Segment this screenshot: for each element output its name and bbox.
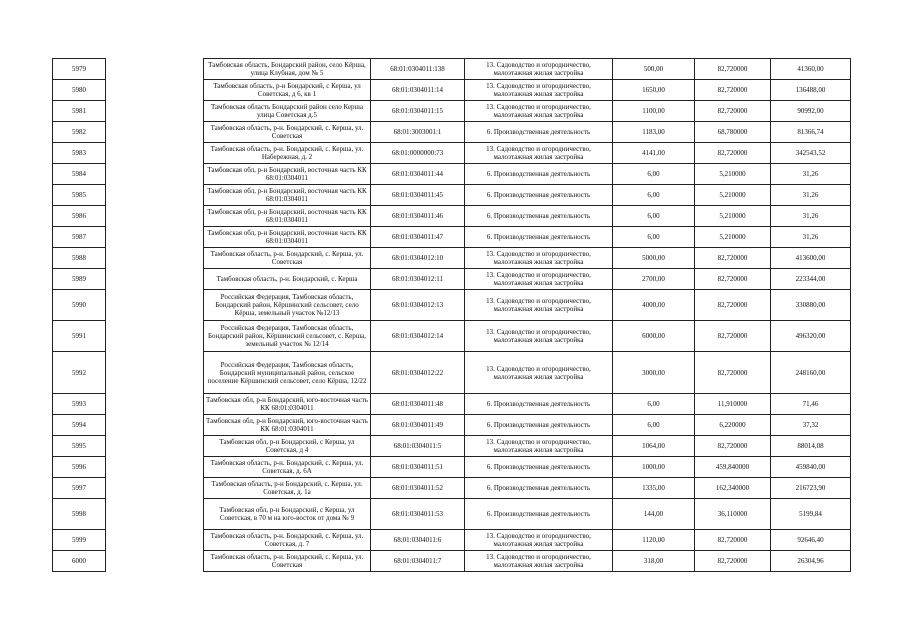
table-row — [53, 206, 851, 227]
table-row — [53, 227, 851, 248]
cadastral-value-cell: 5199,84 — [771, 499, 851, 530]
specific-value-cell: 82,720000 — [695, 269, 771, 290]
row-number: 5980 — [53, 80, 106, 101]
address-cell: Тамбовская обл, р-н Бондарский, с Керша, ул Советская, д 4 — [204, 436, 371, 457]
cadastral-number-cell: 68:01:0304011:53 — [371, 499, 465, 530]
empty-cell — [106, 80, 204, 101]
area-cell: 500,00 — [613, 59, 695, 80]
cadastral-number-cell: 68:01:0304011:14 — [371, 80, 465, 101]
cadastral-value-cell: 31,26 — [771, 185, 851, 206]
address-cell: Тамбовская область, р-н. Бондарский, с. Керша — [204, 269, 371, 290]
row-number: 5991 — [53, 321, 106, 352]
cadastral-number-cell: 68:01:0304012:22 — [371, 352, 465, 394]
address-cell: Тамбовская обл, р-н Бондарский, восточная часть КК 68:01:0304011 — [204, 206, 371, 227]
cadastral-number-cell: 68:01:0304012:14 — [371, 321, 465, 352]
row-number: 5988 — [53, 248, 106, 269]
cadastral-number-cell: 68:01:0304011:44 — [371, 164, 465, 185]
cadastral-number-cell: 68:01:0304011:48 — [371, 394, 465, 415]
cadastral-number-cell: 68:01:0000000:73 — [371, 143, 465, 164]
row-number: 5986 — [53, 206, 106, 227]
empty-cell — [106, 290, 204, 321]
specific-value-cell: 82,720000 — [695, 143, 771, 164]
empty-cell — [106, 394, 204, 415]
empty-cell — [106, 185, 204, 206]
area-cell: 318,00 — [613, 551, 695, 572]
table-row — [53, 457, 851, 478]
land-use-cell: 6. Производственная деятельность — [465, 185, 613, 206]
table-row — [53, 530, 851, 551]
address-cell: Тамбовская обл, р-н Бондарский, восточная часть КК 68:01:0304011 — [204, 185, 371, 206]
cadastral-value-cell: 31,26 — [771, 227, 851, 248]
area-cell: 4000,00 — [613, 290, 695, 321]
cadastral-number-cell: 68:01:0304012:13 — [371, 290, 465, 321]
cadastral-number-cell: 68:01:0304011:5 — [371, 436, 465, 457]
row-number: 5983 — [53, 143, 106, 164]
cadastral-number-cell: 68:01:0304012:11 — [371, 269, 465, 290]
row-number: 5999 — [53, 530, 106, 551]
land-use-cell: 13. Садоводство и огородничество, малоэтажная жилая застройка — [465, 530, 613, 551]
empty-cell — [106, 415, 204, 436]
table-row — [53, 499, 851, 530]
row-number: 5990 — [53, 290, 106, 321]
empty-cell — [106, 551, 204, 572]
address-cell: Тамбовская обл, р-н Бондарский, юго-восточная часть КК 68:01:0304011 — [204, 415, 371, 436]
row-number: 5979 — [53, 59, 106, 80]
empty-cell — [106, 101, 204, 122]
row-number: 5997 — [53, 478, 106, 499]
area-cell: 6,00 — [613, 227, 695, 248]
specific-value-cell: 82,720000 — [695, 101, 771, 122]
land-use-cell: 13. Садоводство и огородничество, малоэтажная жилая застройка — [465, 436, 613, 457]
land-use-cell: 13. Садоводство и огородничество, малоэтажная жилая застройка — [465, 248, 613, 269]
empty-cell — [106, 321, 204, 352]
land-use-cell: 13. Садоводство и огородничество, малоэтажная жилая застройка — [465, 352, 613, 394]
address-cell: Тамбовская обл, р-н Бондарский, юго-восточная часть КК 68:01:0304011 — [204, 394, 371, 415]
cadastral-value-cell: 31,26 — [771, 164, 851, 185]
table-row — [53, 80, 851, 101]
land-use-cell: 6. Производственная деятельность — [465, 499, 613, 530]
table-row — [53, 59, 851, 80]
table-row — [53, 478, 851, 499]
row-number: 5992 — [53, 352, 106, 394]
cadastral-number-cell: 68:01:3003001:1 — [371, 122, 465, 143]
land-use-cell: 13. Садоводство и огородничество, малоэтажная жилая застройка — [465, 80, 613, 101]
empty-cell — [106, 248, 204, 269]
specific-value-cell: 5,210000 — [695, 227, 771, 248]
empty-cell — [106, 269, 204, 290]
specific-value-cell: 82,720000 — [695, 80, 771, 101]
area-cell: 1120,00 — [613, 530, 695, 551]
area-cell: 6,00 — [613, 394, 695, 415]
land-use-cell: 13. Садоводство и огородничество, малоэтажная жилая застройка — [465, 290, 613, 321]
cadastral-number-cell: 68:01:0304011:45 — [371, 185, 465, 206]
cadastral-value-cell: 37,32 — [771, 415, 851, 436]
table-row — [53, 269, 851, 290]
table-row — [53, 185, 851, 206]
area-cell: 1100,00 — [613, 101, 695, 122]
cadastral-number-cell: 68:01:0304012:10 — [371, 248, 465, 269]
address-cell: Тамбовская область, р-н Бондарский, с Керша, ул Советская, д 6, кв 1 — [204, 80, 371, 101]
cadastral-number-cell: 68:01:0304011:7 — [371, 551, 465, 572]
empty-cell — [106, 227, 204, 248]
cadastral-number-cell: 68:01:0304011:6 — [371, 530, 465, 551]
address-cell: Тамбовская область, р-н. Бондарский, с. Керша, ул. Набережная, д. 2 — [204, 143, 371, 164]
cadastral-value-cell: 248160,00 — [771, 352, 851, 394]
table-row — [53, 248, 851, 269]
area-cell: 1000,00 — [613, 457, 695, 478]
area-cell: 6,00 — [613, 185, 695, 206]
table-row — [53, 122, 851, 143]
row-number: 5985 — [53, 185, 106, 206]
land-use-cell: 6. Производственная деятельность — [465, 206, 613, 227]
land-use-cell: 6. Производственная деятельность — [465, 478, 613, 499]
table-row — [53, 290, 851, 321]
area-cell: 1335,00 — [613, 478, 695, 499]
row-number: 5989 — [53, 269, 106, 290]
area-cell: 4141,00 — [613, 143, 695, 164]
table-row — [53, 164, 851, 185]
empty-cell — [106, 143, 204, 164]
address-cell: Тамбовская область, р-н. Бондарский, с. Керша, ул. Советская — [204, 248, 371, 269]
row-number: 5993 — [53, 394, 106, 415]
address-cell: Тамбовская область, р-н. Бондарский, с. Керша, ул. Советская, д. 6А — [204, 457, 371, 478]
cadastral-value-cell: 88014,08 — [771, 436, 851, 457]
area-cell: 6,00 — [613, 415, 695, 436]
row-number: 5987 — [53, 227, 106, 248]
cadastral-value-cell: 26304,96 — [771, 551, 851, 572]
address-cell: Российская Федерация, Тамбовская область, Бондарский район, Кёршинский сельсовет, с. Керша, земельный участок № 12/14 — [204, 321, 371, 352]
cadastral-value-cell: 496320,00 — [771, 321, 851, 352]
specific-value-cell: 82,720000 — [695, 436, 771, 457]
specific-value-cell: 6,220000 — [695, 415, 771, 436]
cadastral-value-cell: 136488,00 — [771, 80, 851, 101]
table-row — [53, 321, 851, 352]
cadastral-value-cell: 90992,00 — [771, 101, 851, 122]
table-row — [53, 352, 851, 394]
land-use-cell: 6. Производственная деятельность — [465, 164, 613, 185]
area-cell: 6,00 — [613, 206, 695, 227]
table-body — [53, 59, 851, 572]
empty-cell — [106, 206, 204, 227]
row-number: 5995 — [53, 436, 106, 457]
area-cell: 5000,00 — [613, 248, 695, 269]
specific-value-cell: 5,210000 — [695, 185, 771, 206]
specific-value-cell: 82,720000 — [695, 248, 771, 269]
specific-value-cell: 36,110000 — [695, 499, 771, 530]
empty-cell — [106, 164, 204, 185]
empty-cell — [106, 457, 204, 478]
empty-cell — [106, 352, 204, 394]
cadastral-number-cell: 68:01:0304011:47 — [371, 227, 465, 248]
empty-cell — [106, 122, 204, 143]
specific-value-cell: 82,720000 — [695, 530, 771, 551]
row-number: 5984 — [53, 164, 106, 185]
row-number: 5982 — [53, 122, 106, 143]
cadastral-value-cell: 459840,00 — [771, 457, 851, 478]
land-use-cell: 6. Производственная деятельность — [465, 415, 613, 436]
cadastral-number-cell: 68:01:0304011:138 — [371, 59, 465, 80]
cadastral-value-cell: 330880,00 — [771, 290, 851, 321]
cadastral-value-cell: 71,46 — [771, 394, 851, 415]
address-cell: Тамбовская область Бондарский район село Керша улица Советская д.5 — [204, 101, 371, 122]
area-cell: 1064,00 — [613, 436, 695, 457]
cadastral-value-cell: 342543,52 — [771, 143, 851, 164]
cadastral-number-cell: 68:01:0304011:51 — [371, 457, 465, 478]
specific-value-cell: 82,720000 — [695, 352, 771, 394]
land-use-cell: 13. Садоводство и огородничество, малоэтажная жилая застройка — [465, 101, 613, 122]
table-row — [53, 101, 851, 122]
land-use-cell: 13. Садоводство и огородничество, малоэтажная жилая застройка — [465, 269, 613, 290]
area-cell: 6,00 — [613, 164, 695, 185]
table-row — [53, 415, 851, 436]
address-cell: Тамбовская область, р-н. Бондарский, с. Керша, ул. Советская — [204, 122, 371, 143]
table-row — [53, 551, 851, 572]
land-use-cell: 13. Садоводство и огородничество, малоэтажная жилая застройка — [465, 321, 613, 352]
address-cell: Российская Федерация, Тамбовская область, Бондарский муниципальный район, сельское поселение Кёршинский сельсовет, село Кёрша, 12/22 — [204, 352, 371, 394]
specific-value-cell: 82,720000 — [695, 551, 771, 572]
address-cell: Тамбовская область, Бондарский район, село Кёрша, улица Клубная, дом № 5 — [204, 59, 371, 80]
cadastral-value-cell: 216723,90 — [771, 478, 851, 499]
row-number: 5996 — [53, 457, 106, 478]
row-number: 6000 — [53, 551, 106, 572]
cadastral-number-cell: 68:01:0304011:15 — [371, 101, 465, 122]
empty-cell — [106, 436, 204, 457]
land-use-cell: 13. Садоводство и огородничество, малоэтажная жилая застройка — [465, 59, 613, 80]
address-cell: Российская Федерация, Тамбовская область, Бондарский район, Кёршинский сельсовет, село Кёрша, земельный участок №12/13 — [204, 290, 371, 321]
cadastral-value-table — [52, 58, 851, 572]
specific-value-cell: 459,840000 — [695, 457, 771, 478]
cadastral-value-cell: 81366,74 — [771, 122, 851, 143]
land-use-cell: 6. Производственная деятельность — [465, 227, 613, 248]
cadastral-number-cell: 68:01:0304011:46 — [371, 206, 465, 227]
address-cell: Тамбовская обл, р-н Бондарский, восточная часть КК 68:01:0304011 — [204, 164, 371, 185]
table-row — [53, 143, 851, 164]
empty-cell — [106, 59, 204, 80]
empty-cell — [106, 530, 204, 551]
specific-value-cell: 5,210000 — [695, 206, 771, 227]
area-cell: 1650,00 — [613, 80, 695, 101]
address-cell: Тамбовская область, р-н Бондарский, с. Керша, ул. Советская, д. 1а — [204, 478, 371, 499]
row-number: 5981 — [53, 101, 106, 122]
area-cell: 1183,00 — [613, 122, 695, 143]
cadastral-number-cell: 68:01:0304011:52 — [371, 478, 465, 499]
area-cell: 2700,00 — [613, 269, 695, 290]
row-number: 5994 — [53, 415, 106, 436]
cadastral-number-cell: 68:01:0304011:49 — [371, 415, 465, 436]
area-cell: 6000,00 — [613, 321, 695, 352]
specific-value-cell: 162,340000 — [695, 478, 771, 499]
specific-value-cell: 11,910000 — [695, 394, 771, 415]
specific-value-cell: 82,720000 — [695, 59, 771, 80]
land-use-cell: 6. Производственная деятельность — [465, 457, 613, 478]
address-cell: Тамбовская область, р-н. Бондарский, с. Керша, ул. Советская — [204, 551, 371, 572]
land-use-cell: 6. Производственная деятельность — [465, 122, 613, 143]
address-cell: Тамбовская область, р-н. Бондарский, с. Керша, ул. Советская, д. 7 — [204, 530, 371, 551]
empty-cell — [106, 499, 204, 530]
cadastral-value-cell: 92646,40 — [771, 530, 851, 551]
specific-value-cell: 5,210000 — [695, 164, 771, 185]
empty-cell — [106, 478, 204, 499]
area-cell: 144,00 — [613, 499, 695, 530]
specific-value-cell: 82,720000 — [695, 321, 771, 352]
cadastral-value-cell: 223344,00 — [771, 269, 851, 290]
specific-value-cell: 68,780000 — [695, 122, 771, 143]
land-use-cell: 13. Садоводство и огородничество, малоэтажная жилая застройка — [465, 143, 613, 164]
land-use-cell: 6. Производственная деятельность — [465, 394, 613, 415]
table-row — [53, 394, 851, 415]
specific-value-cell: 82,720000 — [695, 290, 771, 321]
land-use-cell: 13. Садоводство и огородничество, малоэтажная жилая застройка — [465, 551, 613, 572]
cadastral-value-cell: 31,26 — [771, 206, 851, 227]
table-row — [53, 436, 851, 457]
cadastral-value-cell: 413600,00 — [771, 248, 851, 269]
address-cell: Тамбовская обл, р-н Бондарский, восточная часть КК 68:01:0304011 — [204, 227, 371, 248]
address-cell: Тамбовская обл, р-н Бондарский, с Керша, ул Советская, в 70 м на юго-восток от дома № 9 — [204, 499, 371, 530]
cadastral-value-cell: 41360,00 — [771, 59, 851, 80]
row-number: 5998 — [53, 499, 106, 530]
area-cell: 3000,00 — [613, 352, 695, 394]
